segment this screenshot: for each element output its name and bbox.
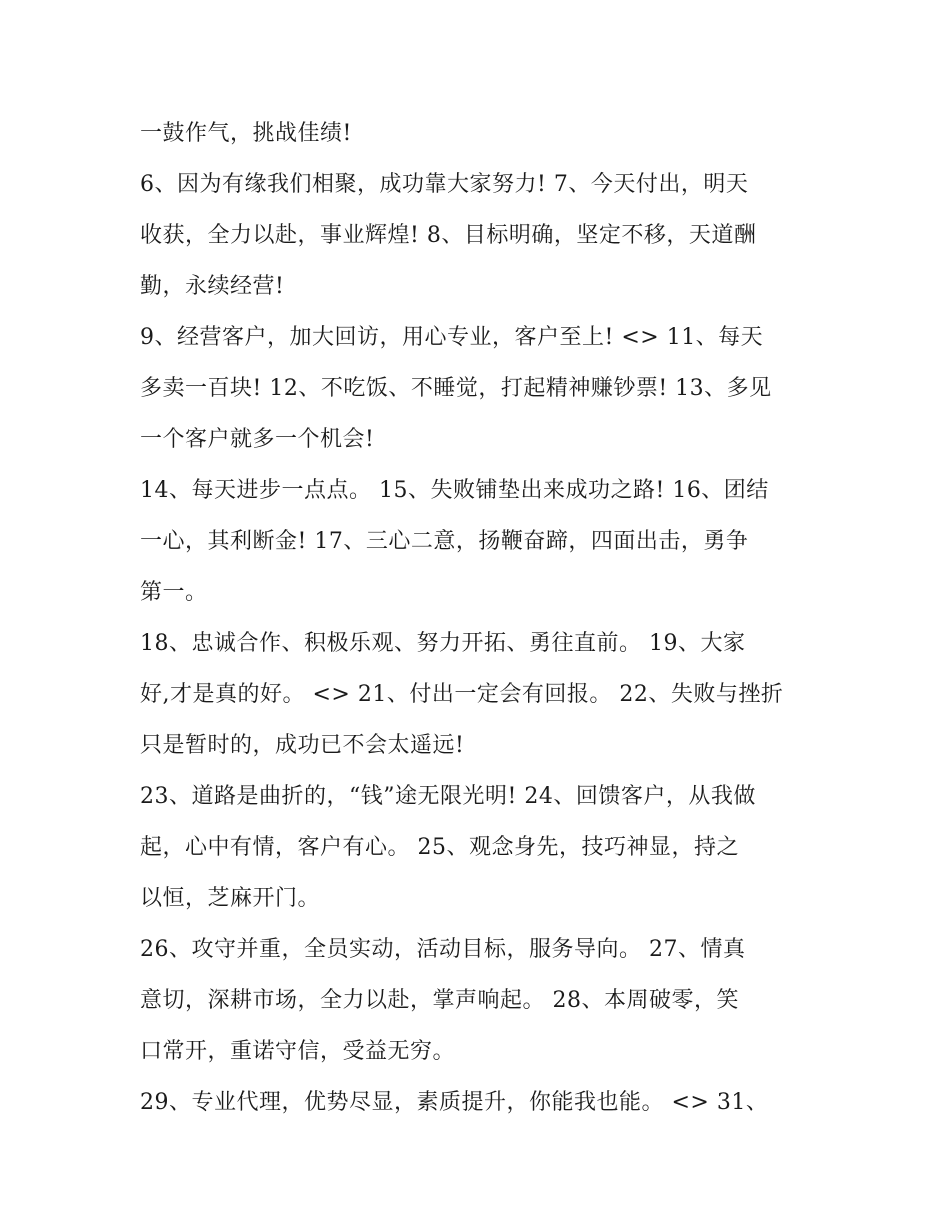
paragraph — [140, 618, 820, 771]
text-line: 6、因为有缘我们相聚，成功靠大家努力! 7、今天付出，明天 — [140, 172, 749, 197]
paragraph — [140, 159, 820, 312]
paragraph — [140, 1077, 820, 1128]
text-line: 第一。 — [140, 580, 208, 605]
paragraph — [140, 465, 820, 618]
text-line: 9、经营客户，加大回访，用心专业，客户至上! <> 11、每天 — [140, 325, 764, 350]
paragraph — [140, 924, 820, 1077]
text-line: 以恒，芝麻开门。 — [140, 886, 321, 911]
text-line: 18、忠诚合作、积极乐观、努力开拓、勇往直前。 19、大家 — [140, 631, 746, 656]
text-line: 起，心中有情，客户有心。 25、观念身先，技巧神显，持之 — [140, 835, 739, 860]
text-line: 只是暂时的，成功已不会太遥远! — [140, 733, 465, 758]
text-line: 一鼓作气，挑战佳绩! — [140, 121, 352, 146]
text-line: 一心，其利断金! 17、三心二意，扬鞭奋蹄，四面出击，勇争 — [140, 529, 749, 554]
document-body — [140, 108, 820, 1128]
text-line: 勤，永续经营! — [140, 274, 285, 299]
text-line: 多卖一百块! 12、不吃饭、不睡觉，打起精神赚钞票! 13、多见 — [140, 376, 772, 401]
text-line: 14、每天进步一点点。 15、失败铺垫出来成功之路! 16、团结 — [140, 478, 769, 503]
text-line: 意切，深耕市场，全力以赴，掌声响起。 28、本周破零，笑 — [140, 988, 739, 1013]
text-line: 26、攻守并重，全员实动，活动目标，服务导向。 27、情真 — [140, 937, 746, 962]
text-line: 一个客户就多一个机会! — [140, 427, 375, 452]
text-line: 口常开，重诺守信，受益无穷。 — [140, 1039, 456, 1064]
text-line: 23、道路是曲折的，“钱”途无限光明! 24、回馈客户，从我做 — [140, 784, 756, 809]
paragraph — [140, 312, 820, 465]
text-line: 29、专业代理，优势尽显，素质提升，你能我也能。 <> 31、 — [140, 1090, 769, 1115]
paragraph — [140, 108, 820, 159]
paragraph — [140, 771, 820, 924]
text-line: 收获，全力以赴，事业辉煌! 8、目标明确，坚定不移，天道酬 — [140, 223, 757, 248]
text-line: 好,才是真的好。 <> 21、付出一定会有回报。 22、失败与挫折 — [140, 682, 784, 707]
